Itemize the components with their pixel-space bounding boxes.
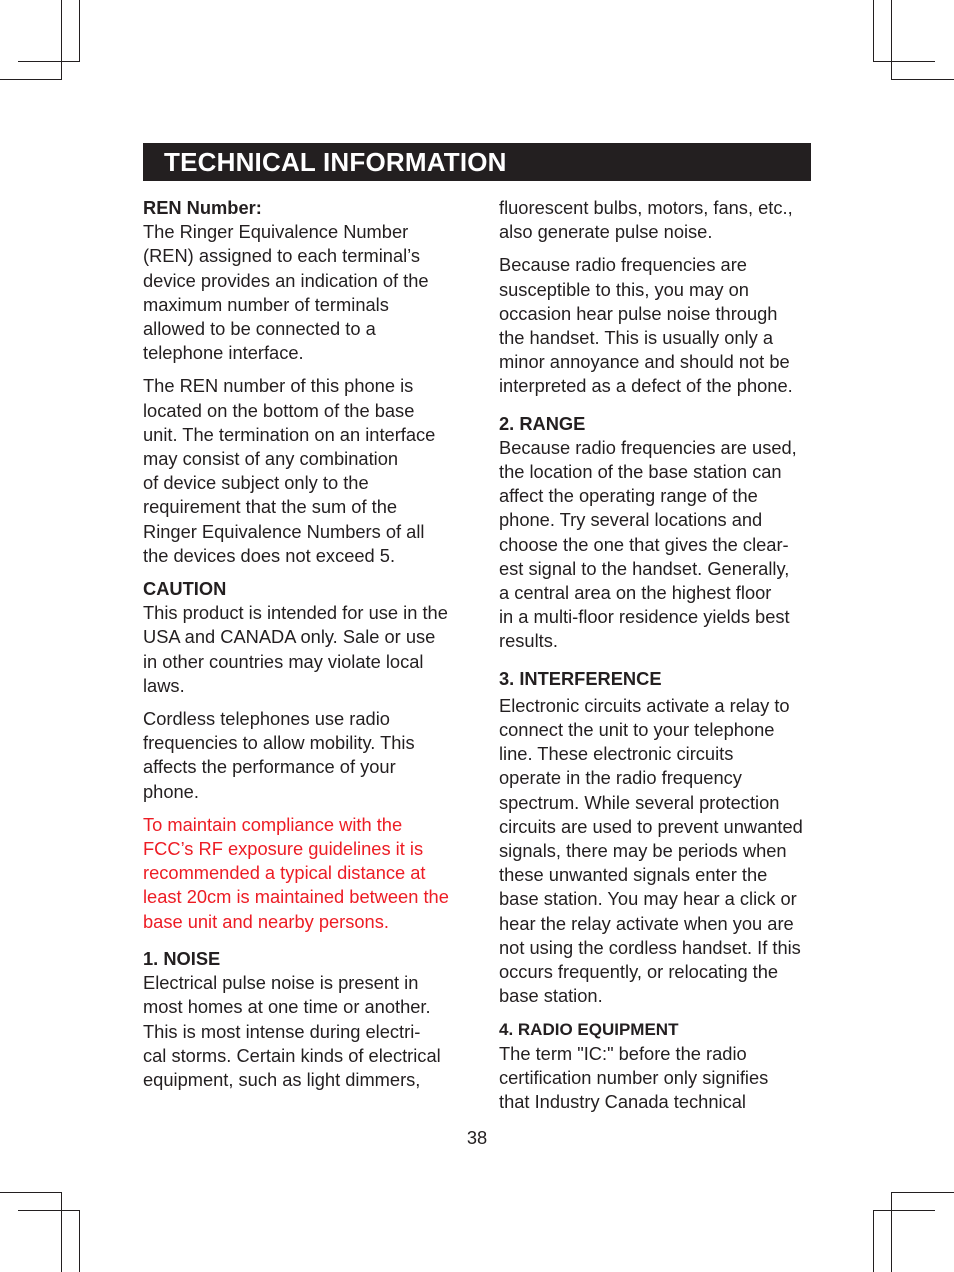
text-line: line. These electronic circuits [499,743,734,765]
range-heading: 2. RANGE [499,412,586,434]
caution-paragraph-1 [143,601,461,698]
crop-mark-tr-v2 [891,0,892,80]
ren-heading: REN Number: [143,197,262,218]
interference-heading: 3. INTERFERENCE [499,667,662,689]
text-line: minor annoyance and should not be [499,351,790,373]
crop-mark-tr-h [873,61,935,62]
text-line: in a multi-floor residence yields best [499,606,790,628]
radio-equipment-paragraph [499,1042,815,1115]
text-line: Because radio frequencies are used, [499,436,797,458]
fcc-compliance-note [143,813,461,934]
noise-paragraph-1 [143,971,461,1092]
text-line: phone. [143,780,199,802]
left-column [143,196,461,1101]
text-line: these unwanted signals enter the [499,864,768,886]
text-line: To maintain compliance with the [143,813,403,835]
text-line: The term "IC:" before the radio [499,1042,747,1064]
text-line: operate in the radio frequency [499,767,742,789]
text-line: also generate pulse noise. [499,221,713,243]
text-line: This is most intense during electri- [143,1020,421,1042]
text-line: Electronic circuits activate a relay to [499,694,790,716]
text-line: of device subject only to the [143,472,369,494]
text-line: not using the cordless handset. If this [499,936,801,958]
text-line: choose the one that gives the clear- [499,533,789,555]
crop-mark-tl-v2 [79,0,80,62]
text-line: circuits are used to prevent unwanted [499,815,803,837]
crop-mark-tl-v [61,0,62,80]
text-line: Electrical pulse noise is present in [143,972,419,994]
text-line: base unit and nearby persons. [143,910,389,932]
crop-mark-tl-h2 [0,79,62,80]
text-line: occasion hear pulse noise through [499,302,778,324]
text-line: maximum number of terminals [143,293,389,315]
text-line: FCC’s RF exposure guidelines it is [143,838,424,860]
crop-mark-tr-v [873,0,874,62]
caution-heading: CAUTION [143,578,227,600]
text-line: base station. [499,985,603,1007]
ren-paragraph-2 [143,374,461,568]
text-line: cal storms. Certain kinds of electrical [143,1044,441,1066]
interference-paragraph [499,694,815,1009]
text-line: laws. [143,674,185,696]
text-line: located on the bottom of the base [143,399,415,421]
crop-mark-br-v2 [891,1192,892,1272]
text-line: telephone interface. [143,342,304,364]
radio-equipment-heading: 4. RADIO EQUIPMENT [499,1019,679,1039]
text-line: The REN number of this phone is [143,375,414,397]
crop-mark-tr-h2 [891,79,954,80]
right-column [499,196,815,1123]
crop-mark-bl-h [0,1192,62,1193]
text-line: least 20cm is maintained between the [143,886,449,908]
text-line: device provides an indication of the [143,269,429,291]
text-line: est signal to the handset. Generally, [499,557,790,579]
crop-mark-bl-v [61,1192,62,1272]
text-line: base station. You may hear a click or [499,888,797,910]
noise-paragraph-1-continued [499,196,815,244]
text-line: signals, there may be periods when [499,840,787,862]
text-line: the devices does not exceed 5. [143,544,396,566]
text-line: hear the relay activate when you are [499,912,794,934]
text-line: the location of the base station can [499,461,782,483]
noise-heading: 1. NOISE [143,947,221,969]
text-line: recommended a typical distance at [143,862,426,884]
range-paragraph [499,436,815,654]
page-title: TECHNICAL INFORMATION [143,143,811,181]
text-line: occurs frequently, or relocating the [499,961,779,983]
text-line: unit. The termination on an interface [143,423,436,445]
crop-mark-br-h [891,1192,954,1193]
text-line: Ringer Equivalence Numbers of all [143,520,425,542]
text-line: that Industry Canada technical [499,1091,746,1113]
text-line: results. [499,630,558,652]
crop-mark-bl-h2 [18,1210,80,1211]
text-line: certification number only signifies [499,1066,769,1088]
text-line: The Ringer Equivalence Number [143,221,409,243]
ren-paragraph-1 [143,220,461,365]
text-line: equipment, such as light dimmers, [143,1068,421,1090]
page-number: 38 [466,1127,488,1148]
crop-mark-br-v [873,1210,874,1272]
crop-mark-bl-v2 [79,1210,80,1272]
noise-paragraph-2 [499,253,815,398]
text-line: in other countries may violate local [143,650,424,672]
text-line: (REN) assigned to each terminal’s [143,245,421,267]
text-line: Because radio frequencies are [499,254,747,276]
text-line: requirement that the sum of the [143,496,398,518]
text-line: phone. Try several locations and [499,509,763,531]
text-line: spectrum. While several protection [499,791,780,813]
text-line: may consist of any combination [143,448,399,470]
text-line: susceptible to this, you may on [499,278,749,300]
text-line: frequencies to allow mobility. This [143,732,415,754]
caution-paragraph-2 [143,707,461,804]
text-line: most homes at one time or another. [143,996,431,1018]
text-line: fluorescent bulbs, motors, fans, etc., [499,197,793,218]
text-line: This product is intended for use in the [143,602,448,624]
text-line: interpreted as a defect of the phone. [499,375,793,397]
text-line: affects the performance of your [143,756,396,778]
text-line: allowed to be connected to a [143,318,376,340]
text-line: connect the unit to your telephone [499,719,775,741]
crop-mark-tl-h [18,61,80,62]
crop-mark-br-h2 [873,1210,935,1211]
text-line: a central area on the highest floor [499,582,772,604]
text-line: affect the operating range of the [499,485,758,507]
text-line: USA and CANADA only. Sale or use [143,626,436,648]
text-line: Cordless telephones use radio [143,708,390,730]
text-line: the handset. This is usually only a [499,327,774,349]
